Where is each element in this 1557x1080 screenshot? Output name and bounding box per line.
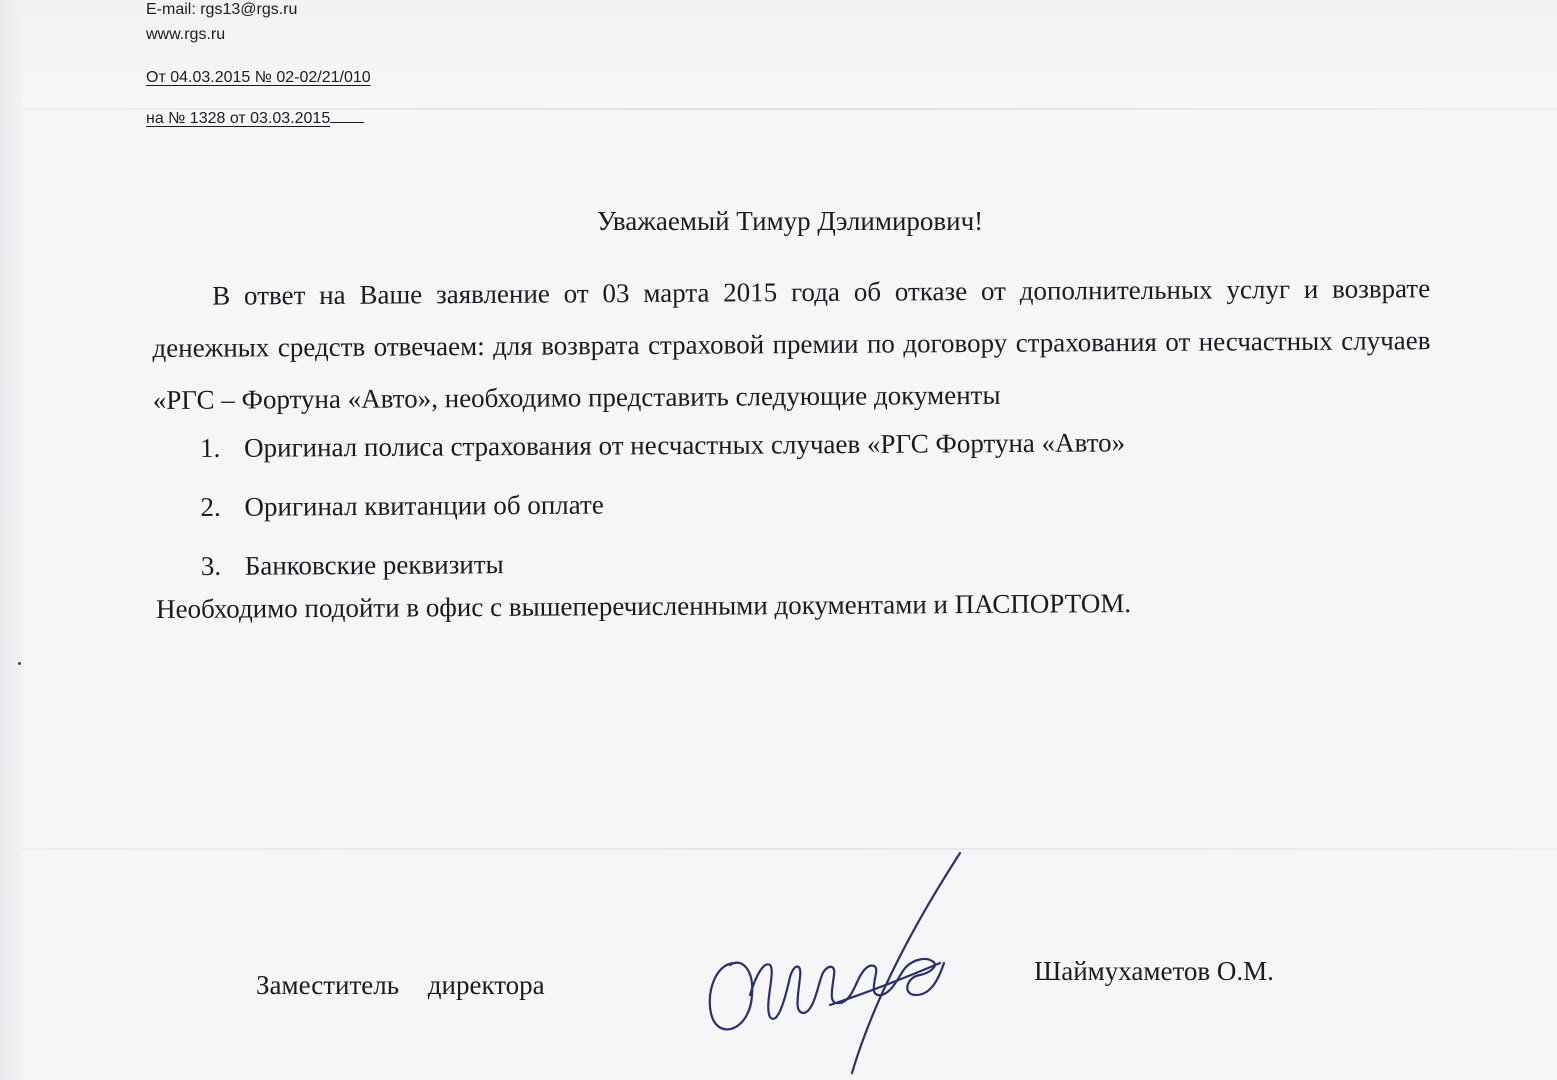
handwritten-signature: [690, 845, 980, 1075]
incoming-reference-text: на № 1328 от 03.03.2015: [146, 110, 331, 127]
scan-speck: [18, 662, 21, 665]
signatory-title: Заместитель директора: [256, 970, 545, 1000]
incoming-reference-underline: [330, 108, 364, 123]
header-website: www.rgs.ru: [146, 26, 226, 43]
signatory-name: Шаймухаметов О.М.: [1034, 956, 1274, 986]
letter-greeting: Уважаемый Тимур Дэлимирович!: [596, 206, 984, 236]
documents-list: [200, 427, 1126, 610]
header-email: E-mail: rgs13@rgs.ru: [146, 1, 298, 18]
outgoing-reference-text: От 04.03.2015 № 02-02/21/010: [146, 69, 371, 86]
list-item-number: 1.: [200, 432, 221, 463]
list-item-number: 2.: [200, 491, 221, 522]
list-item-text: Оригинал полиса страхования от несчастных случаев «РГС Фортуна «Авто»: [243, 427, 1126, 463]
paper-left-edge: [0, 0, 22, 1080]
letter-closing: Необходимо подойти в офис с вышеперечисленными документами и ПАСПОРТОМ.: [156, 588, 1132, 624]
list-item: [200, 486, 1125, 551]
list-item-text: Банковские реквизиты: [244, 549, 504, 581]
outgoing-reference: [146, 69, 371, 87]
list-item-text: Оригинал квитанции об оплате: [244, 489, 604, 522]
letter-body: В ответ на Ваше заявление от 03 марта 2015 года об отказе от дополнительных услуг и возврате денежных средств отвечаем: для возврата страховой премии по договору страхования от несчастных случаев «РГС – Фортуна «Авто», необходимо представить следующие документы: [152, 273, 1431, 415]
list-item-number: 3.: [200, 550, 222, 581]
list-item: [200, 427, 1125, 492]
incoming-reference: [146, 108, 364, 128]
